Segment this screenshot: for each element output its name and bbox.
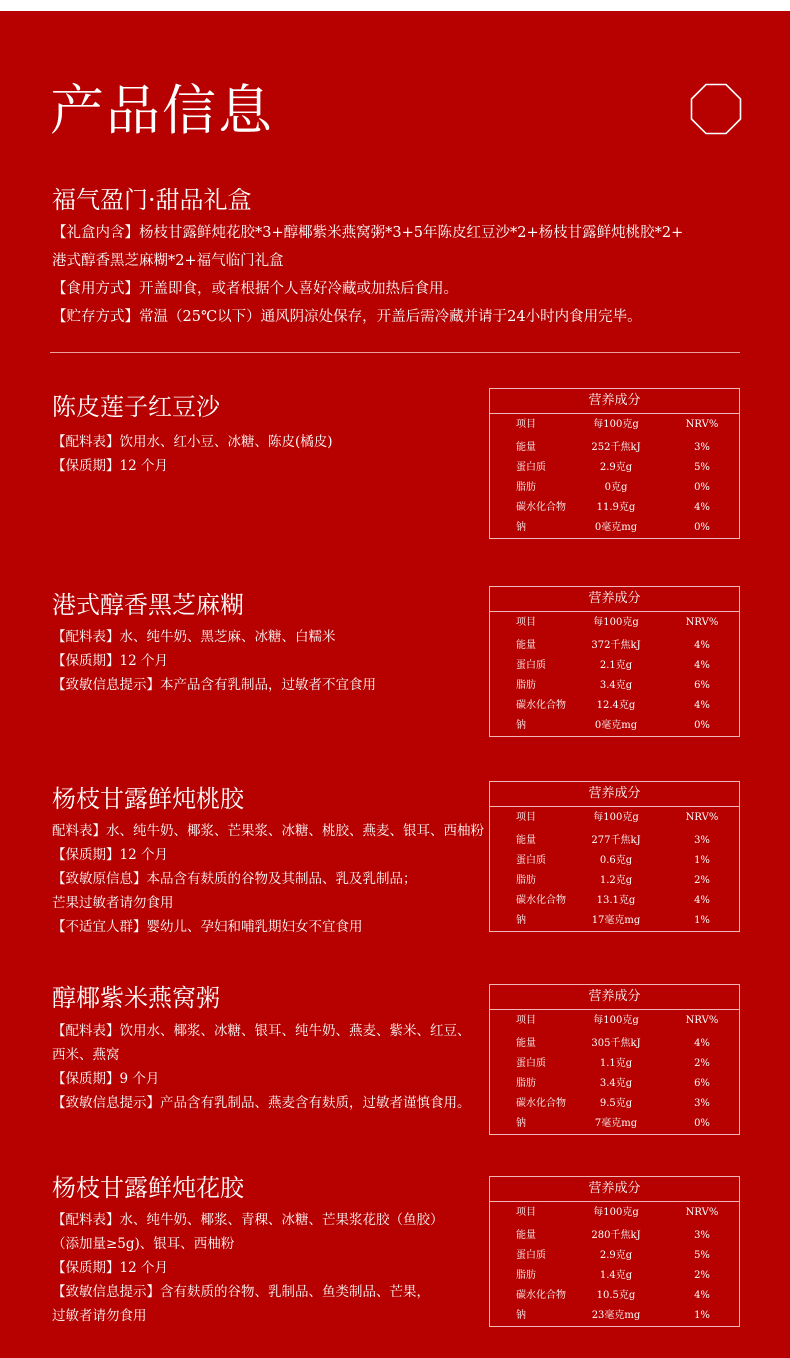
nutrition-row [490, 438, 739, 458]
nutrient-value: 0克g [604, 482, 628, 493]
nutrition-row [490, 1094, 739, 1114]
col-item-header: 项目 [516, 1015, 536, 1026]
nutrient-nrv: 1% [694, 855, 710, 866]
col-item-header: 项目 [516, 812, 536, 823]
col-item-header: 项目 [516, 1207, 536, 1218]
nutrient-name: 钠 [516, 522, 526, 533]
nutrition-table [489, 1176, 740, 1327]
nutrition-table-title: 营养成分 [490, 587, 739, 612]
nutrient-name: 能量 [516, 835, 536, 846]
gift-box-title: 福气盈门·甜品礼盒 [52, 186, 252, 214]
nutrient-name: 碳水化合物 [516, 700, 566, 711]
product-name: 杨枝甘露鲜炖花胶 [52, 1174, 244, 1202]
nutrient-nrv: 4% [694, 700, 710, 711]
product-detail-line: 【保质期】9 个月 [52, 1071, 160, 1087]
nutrient-value: 13.1克g [596, 895, 636, 906]
nutrient-name: 能量 [516, 1230, 536, 1241]
usage-instructions: 【食用方式】开盖即食，或者根据个人喜好冷藏或加热后食用。 [52, 281, 458, 297]
nutrition-table [489, 781, 740, 932]
product-detail-line: （添加量≥5g)、银耳、西柚粉 [52, 1236, 235, 1252]
nutrient-nrv: 0% [694, 522, 710, 533]
col-nrv-header: NRV% [685, 617, 719, 628]
product-detail-line: 【配料表】水、纯牛奶、椰浆、青稞、冰糖、芒果浆花胶（鱼胶） [52, 1212, 444, 1228]
nutrient-nrv: 2% [694, 875, 710, 886]
product-detail-line: 【致敏信息提示】本产品含有乳制品，过敏者不宜食用 [52, 677, 376, 693]
nutrient-name: 钠 [516, 1310, 526, 1321]
nutrient-value: 12.4克g [596, 700, 636, 711]
nutrient-name: 蛋白质 [516, 1058, 546, 1069]
col-per100-header: 每100克g [593, 1207, 639, 1218]
nutrient-nrv: 3% [694, 442, 710, 453]
nutrient-name: 蛋白质 [516, 660, 546, 671]
nutrition-row [490, 831, 739, 851]
nutrient-nrv: 0% [694, 1118, 710, 1129]
nutrition-row [490, 891, 739, 911]
nutrition-row [490, 911, 739, 931]
nutrition-row [490, 851, 739, 871]
nutrition-row [490, 1286, 739, 1306]
nutrient-value: 277千焦kJ [591, 835, 641, 846]
nutrient-nrv: 4% [694, 1038, 710, 1049]
nutrient-value: 1.4克g [599, 1270, 633, 1281]
col-nrv-header: NRV% [685, 812, 719, 823]
nutrient-value: 17毫克mg [591, 915, 641, 926]
nutrient-name: 能量 [516, 1038, 536, 1049]
page-title: 产品信息 [50, 79, 274, 142]
col-per100-header: 每100克g [593, 617, 639, 628]
nutrition-header-row [490, 1010, 739, 1032]
gift-box-contents-cont: 港式醇香黑芝麻糊*2+福气临门礼盒 [52, 253, 284, 269]
nutrient-name: 脂肪 [516, 1270, 536, 1281]
product-name: 港式醇香黑芝麻糊 [52, 591, 244, 619]
product-info-page [0, 11, 790, 1358]
nutrient-name: 脂肪 [516, 680, 536, 691]
col-item-header: 项目 [516, 617, 536, 628]
nutrition-header-row [490, 807, 739, 829]
nutrient-name: 碳水化合物 [516, 1098, 566, 1109]
nutrient-value: 10.5克g [596, 1290, 636, 1301]
nutrient-name: 钠 [516, 915, 526, 926]
col-item-header: 项目 [516, 419, 536, 430]
nutrient-name: 蛋白质 [516, 1250, 546, 1261]
nutrition-row [490, 716, 739, 736]
nutrient-name: 碳水化合物 [516, 1290, 566, 1301]
nutrient-nrv: 2% [694, 1270, 710, 1281]
nutrient-nrv: 0% [694, 482, 710, 493]
col-nrv-header: NRV% [685, 1015, 719, 1026]
nutrient-value: 1.2克g [599, 875, 633, 886]
nutrient-name: 碳水化合物 [516, 895, 566, 906]
nutrient-name: 能量 [516, 442, 536, 453]
nutrient-nrv: 1% [694, 1310, 710, 1321]
product-detail-line: 【致敏信息提示】产品含有乳制品、燕麦含有麸质，过敏者谨慎食用。 [52, 1095, 471, 1111]
col-per100-header: 每100克g [593, 812, 639, 823]
nutrient-nrv: 4% [694, 660, 710, 671]
product-detail-line: 【致敏信息提示】含有麸质的谷物、乳制品、鱼类制品、芒果， [52, 1284, 430, 1300]
nutrient-nrv: 5% [694, 462, 710, 473]
nutrient-value: 2.9克g [599, 462, 633, 473]
col-nrv-header: NRV% [685, 1207, 719, 1218]
product-name: 陈皮莲子红豆沙 [52, 393, 220, 421]
nutrient-nrv: 4% [694, 1290, 710, 1301]
nutrient-value: 252千焦kJ [591, 442, 641, 453]
product-detail-line: 芒果过敏者请勿食用 [52, 895, 174, 911]
nutrient-value: 0.6克g [599, 855, 633, 866]
nutrition-header-row [490, 612, 739, 634]
nutrient-value: 3.4克g [599, 680, 633, 691]
nutrition-row [490, 518, 739, 538]
nutrition-table-title: 营养成分 [490, 782, 739, 807]
nutrition-row [490, 656, 739, 676]
nutrient-nrv: 0% [694, 720, 710, 731]
nutrition-table [489, 984, 740, 1135]
nutrient-value: 2.1克g [599, 660, 633, 671]
nutrient-name: 蛋白质 [516, 462, 546, 473]
nutrient-value: 305千焦kJ [591, 1038, 641, 1049]
product-detail-line: 【保质期】12 个月 [52, 458, 168, 474]
nutrition-table-title: 营养成分 [490, 1177, 739, 1202]
section-divider [50, 352, 740, 353]
nutrient-value: 23毫克mg [591, 1310, 641, 1321]
product-name: 醇椰紫米燕窝粥 [52, 984, 220, 1012]
nutrition-row [490, 498, 739, 518]
nutrient-nrv: 3% [694, 835, 710, 846]
nutrient-value: 0毫克mg [594, 522, 638, 533]
nutrient-name: 脂肪 [516, 482, 536, 493]
nutrient-name: 钠 [516, 720, 526, 731]
product-detail-line: 配料表】水、纯牛奶、椰浆、芒果浆、冰糖、桃胶、燕麦、银耳、西柚粉 [52, 823, 484, 839]
nutrient-name: 能量 [516, 640, 536, 651]
nutrient-value: 2.9克g [599, 1250, 633, 1261]
nutrient-nrv: 6% [694, 680, 710, 691]
nutrition-table [489, 586, 740, 737]
nutrient-nrv: 4% [694, 895, 710, 906]
product-detail-line: 【配料表】水、纯牛奶、黑芝麻、冰糖、白糯米 [52, 629, 336, 645]
nutrient-name: 碳水化合物 [516, 502, 566, 513]
nutrient-name: 脂肪 [516, 1078, 536, 1089]
nutrient-nrv: 3% [694, 1098, 710, 1109]
product-detail-line: 【配料表】饮用水、红小豆、冰糖、陈皮(橘皮) [52, 434, 333, 450]
col-per100-header: 每100克g [593, 419, 639, 430]
nutrition-table-title: 营养成分 [490, 985, 739, 1010]
nutrient-nrv: 3% [694, 1230, 710, 1241]
storage-instructions: 【贮存方式】常温（25℃以下）通风阴凉处保存，开盖后需冷藏并请于24小时内食用完毕。 [52, 309, 642, 325]
col-nrv-header: NRV% [685, 419, 719, 430]
nutrition-header-row [490, 414, 739, 436]
product-detail-line: 过敏者请勿食用 [52, 1308, 147, 1324]
nutrient-value: 11.9克g [596, 502, 636, 513]
octagon-icon [690, 83, 742, 135]
product-detail-line: 【保质期】12 个月 [52, 847, 168, 863]
nutrient-name: 蛋白质 [516, 855, 546, 866]
nutrient-value: 280千焦kJ [591, 1230, 641, 1241]
nutrition-row [490, 1246, 739, 1266]
nutrition-row [490, 458, 739, 478]
nutrient-nrv: 4% [694, 640, 710, 651]
nutrient-nrv: 6% [694, 1078, 710, 1089]
nutrient-value: 0毫克mg [594, 720, 638, 731]
nutrient-value: 9.5克g [599, 1098, 633, 1109]
nutrition-row [490, 1054, 739, 1074]
product-name: 杨枝甘露鲜炖桃胶 [52, 785, 244, 813]
nutrition-row [490, 1114, 739, 1134]
product-detail-line: 【不适宜人群】婴幼儿、孕妇和哺乳期妇女不宜食用 [52, 919, 363, 935]
nutrient-value: 1.1克g [599, 1058, 633, 1069]
nutrition-row [490, 1226, 739, 1246]
nutrition-row [490, 871, 739, 891]
nutrition-row [490, 676, 739, 696]
nutrient-value: 372千焦kJ [591, 640, 641, 651]
product-detail-line: 【保质期】12 个月 [52, 653, 168, 669]
nutrition-table [489, 388, 740, 539]
nutrient-nrv: 1% [694, 915, 710, 926]
nutrient-nrv: 5% [694, 1250, 710, 1261]
gift-box-contents: 【礼盒内含】杨枝甘露鲜炖花胶*3+醇椰紫米燕窝粥*3+5年陈皮红豆沙*2+杨枝甘露鲜炖桃胶*2+ [52, 225, 684, 241]
col-per100-header: 每100克g [593, 1015, 639, 1026]
nutrient-name: 钠 [516, 1118, 526, 1129]
nutrient-nrv: 2% [694, 1058, 710, 1069]
product-detail-line: 【保质期】12 个月 [52, 1260, 168, 1276]
nutrition-row [490, 1266, 739, 1286]
product-detail-line: 【配料表】饮用水、椰浆、冰糖、银耳、纯牛奶、燕麦、紫米、红豆、 [52, 1023, 471, 1039]
nutrition-row [490, 1034, 739, 1054]
nutrition-row [490, 696, 739, 716]
nutrient-value: 7毫克mg [594, 1118, 638, 1129]
product-detail-line: 西米、燕窝 [52, 1047, 120, 1063]
nutrition-row [490, 1306, 739, 1326]
product-detail-line: 【致敏原信息】本品含有麸质的谷物及其制品、乳及乳制品； [52, 871, 417, 887]
nutrition-row [490, 1074, 739, 1094]
nutrition-header-row [490, 1202, 739, 1224]
nutrient-value: 3.4克g [599, 1078, 633, 1089]
nutrient-nrv: 4% [694, 502, 710, 513]
nutrient-name: 脂肪 [516, 875, 536, 886]
nutrition-row [490, 478, 739, 498]
nutrition-table-title: 营养成分 [490, 389, 739, 414]
nutrition-row [490, 636, 739, 656]
